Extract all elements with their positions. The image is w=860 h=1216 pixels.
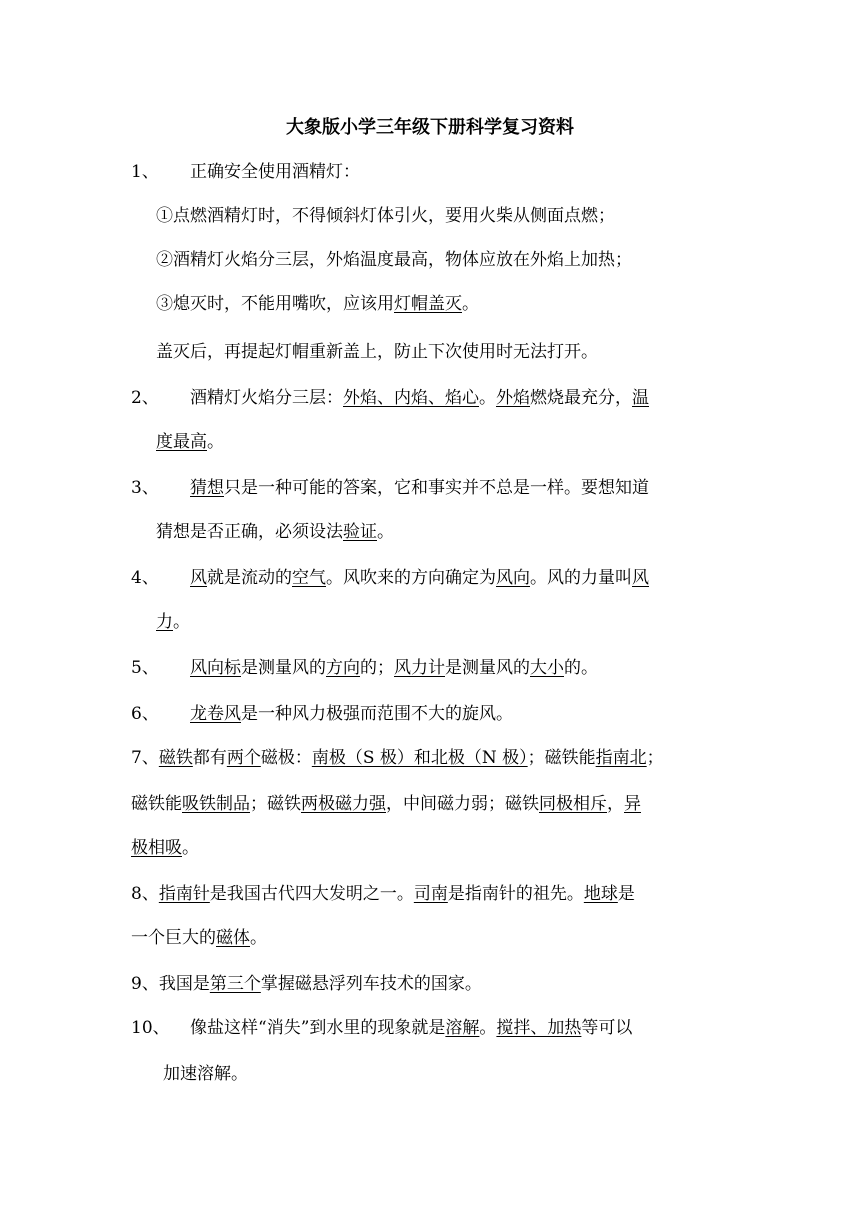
- keyword: 力: [156, 612, 173, 632]
- item-10-line-1: 像盐这样“消失”到水里的现象就是溶解。搅拌、加热等可以: [190, 1018, 633, 1038]
- keyword: 风: [632, 568, 649, 588]
- keyword: 温: [632, 388, 649, 408]
- keyword: 风向标: [190, 658, 241, 678]
- keyword: 吸铁制品: [182, 794, 250, 814]
- item-1-point-c: ③熄灭时，不能用嘴吹，应该用灯帽盖灭。: [156, 294, 479, 314]
- keyword: 磁铁: [158, 748, 193, 768]
- keyword: 司南: [413, 884, 448, 904]
- item-2-line-1: 酒精灯火焰分三层：外焰、内焰、焰心。外焰燃烧最充分，温: [190, 388, 649, 408]
- item-1-point-a: ①点燃酒精灯时，不得倾斜灯体引火，要用火柴从侧面点燃；: [156, 206, 615, 226]
- keyword: 灯帽盖灭: [394, 294, 462, 314]
- keyword: 验证: [343, 522, 377, 542]
- item-10-line-2: 加速溶解。: [163, 1064, 248, 1084]
- page-title: 大象版小学三年级下册科学复习资料: [286, 117, 574, 138]
- keyword: 外焰: [496, 388, 530, 408]
- item-9-text: 9、我国是第三个掌握磁悬浮列车技术的国家。: [131, 974, 482, 994]
- item-6-text: 龙卷风是一种风力极强而范围不大的旋风。: [190, 704, 513, 724]
- keyword: 风力计: [394, 658, 445, 678]
- item-3-line-1: 猜想只是一种可能的答案，它和事实并不总是一样。要想知道: [190, 478, 649, 498]
- item-5-number: 5、: [131, 658, 159, 678]
- item-4-line-1: 风就是流动的空气。风吹来的方向确定为风向。风的力量叫风: [190, 568, 649, 588]
- keyword: 风向: [496, 568, 530, 588]
- item-2-line-2: 度最高。: [156, 432, 224, 452]
- item-1-note: 盖灭后，再提起灯帽重新盖上，防止下次使用时无法打开。: [156, 342, 598, 362]
- item-9-number: 9、: [131, 974, 159, 994]
- keyword: 同极相斥: [539, 794, 607, 814]
- keyword: 异: [624, 794, 641, 814]
- item-1-text: 正确安全使用酒精灯：: [190, 162, 360, 182]
- item-8-line-1: 8、指南针是我国古代四大发明之一。司南是指南针的祖先。地球是: [131, 884, 635, 904]
- item-7-line-1: 7、磁铁都有两个磁极：南极（S 极）和北极（N 极）；磁铁能指南北；: [131, 748, 664, 768]
- keyword: 外焰、内焰、焰心: [343, 388, 479, 408]
- item-1-number: 1、: [131, 162, 159, 182]
- keyword: 溶解: [445, 1018, 480, 1038]
- item-3-number: 3、: [131, 478, 159, 498]
- item-2-number: 2、: [131, 388, 159, 408]
- item-4-number: 4、: [131, 568, 159, 588]
- item-5-text: 风向标是测量风的方向的；风力计是测量风的大小的。: [190, 658, 598, 678]
- item-8-line-2: 一个巨大的磁体。: [131, 928, 267, 948]
- keyword: 指南北: [595, 748, 647, 768]
- keyword: 两个: [226, 748, 261, 768]
- keyword: 猜想: [190, 478, 224, 498]
- item-8-number: 8、: [131, 884, 159, 904]
- keyword: 磁体: [216, 928, 250, 948]
- keyword: 方向: [326, 658, 360, 678]
- keyword: 极相吸: [131, 838, 182, 858]
- keyword: 地球: [583, 884, 618, 904]
- keyword: 大小: [530, 658, 564, 678]
- item-7-line-2: 磁铁能吸铁制品；磁铁两极磁力强，中间磁力弱；磁铁同极相斥，异: [131, 794, 641, 814]
- item-10-number: 10、: [131, 1018, 170, 1038]
- keyword: 龙卷风: [190, 704, 241, 724]
- keyword: 空气: [292, 568, 326, 588]
- keyword: 两极磁力强: [301, 794, 386, 814]
- keyword: 风: [190, 568, 207, 588]
- keyword: 度最高: [156, 432, 207, 452]
- keyword: 搅拌、加热: [496, 1018, 582, 1038]
- keyword: 指南针: [158, 884, 210, 904]
- item-3-line-2: 猜想是否正确，必须设法验证。: [156, 522, 394, 542]
- item-4-line-2: 力。: [156, 612, 190, 632]
- item-7-line-3: 极相吸。: [131, 838, 199, 858]
- keyword: 南极（S 极）和北极（N 极）: [311, 748, 528, 768]
- keyword: 第三个: [209, 974, 261, 994]
- item-1-point-b: ②酒精灯火焰分三层，外焰温度最高，物体应放在外焰上加热；: [156, 250, 632, 270]
- item-7-number: 7、: [131, 748, 159, 768]
- item-6-number: 6、: [131, 704, 159, 724]
